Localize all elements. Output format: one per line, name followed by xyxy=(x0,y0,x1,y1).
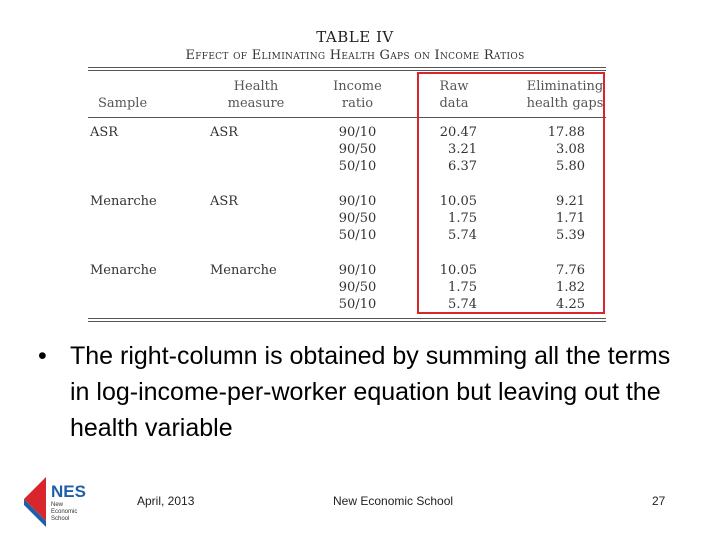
header-health-1: Health xyxy=(233,79,279,94)
row-elim: 3.08 xyxy=(556,142,585,157)
group-health: ASR xyxy=(210,125,239,140)
table-bottom-rule-2 xyxy=(88,321,606,322)
row-elim: 5.80 xyxy=(556,159,585,174)
header-ratio-1: Income xyxy=(333,79,382,94)
footer-date: April, 2013 xyxy=(137,494,195,508)
row-raw: 3.21 xyxy=(448,142,477,157)
footer-institution: New Economic School xyxy=(333,494,454,508)
header-sample: Sample xyxy=(98,96,148,111)
logo-text: NES xyxy=(51,482,86,501)
group-health: ASR xyxy=(210,194,239,209)
header-raw-2: data xyxy=(439,96,469,111)
row-ratio: 90/50 xyxy=(338,142,377,157)
row-raw: 5.74 xyxy=(448,228,477,243)
group-health: Menarche xyxy=(210,263,277,278)
group-sample: Menarche xyxy=(90,263,157,278)
header-raw-1: Raw xyxy=(439,79,469,94)
table-bottom-rule xyxy=(88,318,606,319)
header-ratio-2: ratio xyxy=(341,96,374,111)
row-elim: 17.88 xyxy=(547,125,585,140)
bullet-dot-icon: • xyxy=(38,342,47,370)
row-elim: 4.25 xyxy=(556,297,585,312)
row-raw: 20.47 xyxy=(439,125,477,140)
row-elim: 9.21 xyxy=(556,194,585,209)
row-raw: 1.75 xyxy=(448,280,477,295)
logo-subtext-2: Economic xyxy=(51,509,78,515)
table-subtitle: Effect of Eliminating Health Gaps on Income Ratios xyxy=(185,48,525,63)
row-elim: 1.71 xyxy=(556,211,585,226)
highlight-box xyxy=(417,72,605,314)
row-ratio: 90/50 xyxy=(338,280,377,295)
row-raw: 6.37 xyxy=(448,159,477,174)
logo-subtext-1: New xyxy=(51,502,64,508)
header-elim-2: health gaps xyxy=(526,96,604,111)
row-elim: 5.39 xyxy=(556,228,585,243)
row-raw: 5.74 xyxy=(448,297,477,312)
group-sample: ASR xyxy=(90,125,119,140)
row-ratio: 90/50 xyxy=(338,211,377,226)
table-title: TABLE IV xyxy=(316,28,394,46)
row-raw: 10.05 xyxy=(439,194,477,209)
bullet-text: The right-column is obtained by summing all the terms in log-income-per-worker equation but leaving out the health variable xyxy=(70,342,671,442)
group-sample: Menarche xyxy=(90,194,157,209)
table-top-rule-2 xyxy=(88,70,606,71)
row-ratio: 50/10 xyxy=(338,228,377,243)
nes-logo xyxy=(24,477,94,527)
table-top-rule xyxy=(88,67,606,68)
header-health-2: measure xyxy=(227,96,285,111)
logo-subtext-3: School xyxy=(51,516,70,522)
page-number: 27 xyxy=(652,494,666,508)
row-ratio: 50/10 xyxy=(338,159,377,174)
header-elim-1: Eliminating xyxy=(526,79,604,94)
row-raw: 10.05 xyxy=(439,263,477,278)
row-elim: 1.82 xyxy=(556,280,585,295)
row-raw: 1.75 xyxy=(448,211,477,226)
row-elim: 7.76 xyxy=(556,263,585,278)
row-ratio: 90/10 xyxy=(338,125,377,140)
row-ratio: 90/10 xyxy=(338,194,377,209)
row-ratio: 50/10 xyxy=(338,297,377,312)
row-ratio: 90/10 xyxy=(338,263,377,278)
